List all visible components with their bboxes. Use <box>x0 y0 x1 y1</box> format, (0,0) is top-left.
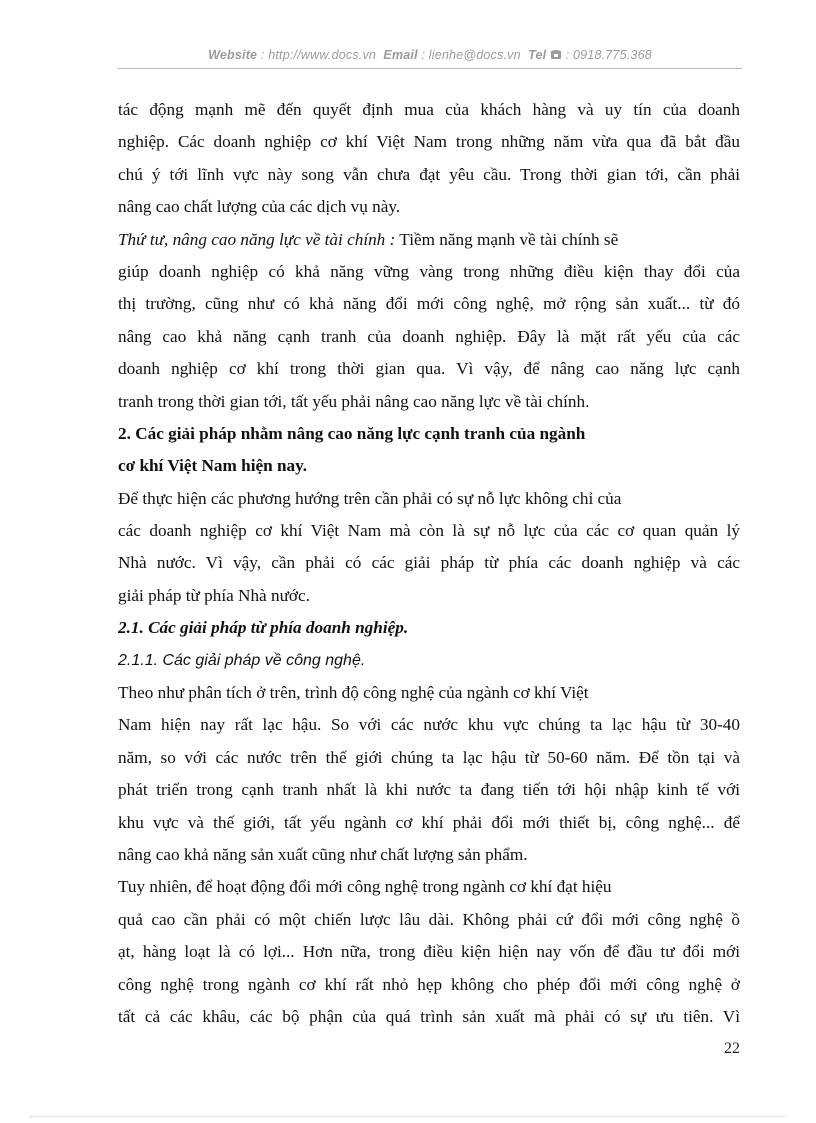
paragraph-line: Để thực hiện các phương hướng trên cần phải có sự nỗ lực không chỉ của <box>118 488 622 508</box>
tel-value: : 0918.775.368 <box>561 48 652 62</box>
paragraph-line: Theo như phân tích ở trên, trình độ công nghệ của ngành cơ khí Việt <box>118 683 589 703</box>
paragraph-line: giúp doanh nghiệp có khả năng vững vàng trong những điều kiện thay đổi của <box>118 261 740 281</box>
paragraph-line: nâng cao khả năng cạnh tranh của doanh nghiệp. Đây là mặt rất yếu của các <box>118 326 740 346</box>
paragraph-line: quả cao cần phải có một chiến lược lâu dài. Không phải cứ đổi mới công nghệ ồ <box>118 909 740 929</box>
paragraph-line: tranh trong thời gian tới, tất yếu phải nâng cao năng lực về tài chính. <box>118 391 590 411</box>
paragraph-line: Nhà nước. Vì vậy, cần phải có các giải pháp từ phía các doanh nghiệp và các <box>118 553 740 573</box>
paragraph-line: nâng cao khả năng sản xuất cũng như chất lượng sản phẩm. <box>118 844 528 864</box>
phone-icon <box>550 49 562 63</box>
page-number: 22 <box>724 1040 740 1057</box>
website-label: Website <box>208 48 258 62</box>
paragraph-line: nghiệp. Các doanh nghiệp cơ khí Việt Nam trong những năm vừa qua đã bắt đầu <box>118 132 740 152</box>
paragraph-line: tác động mạnh mẽ đến quyết định mua của khách hàng và uy tín của doanh <box>118 100 740 119</box>
paragraph-line: chú ý tới lĩnh vực này song vẫn chưa đạt yêu cầu. Trong thời gian tới, cần phải <box>118 164 740 184</box>
paragraph-line: Tuy nhiên, để hoạt động đổi mới công nghệ trong ngành cơ khí đạt hiệu <box>118 877 612 897</box>
paragraph-line: năm, so với các nước trên thế giới chúng ta lạc hậu từ 50-60 năm. Để tồn tại và <box>118 747 740 767</box>
paragraph-line: Nam hiện nay rất lạc hậu. So với các nước khu vực chúng ta lạc hậu từ 30-40 <box>118 715 740 735</box>
subsection-heading: 2.1. Các giải pháp từ phía doanh nghiệp. <box>118 618 409 638</box>
header-divider <box>118 68 742 69</box>
paragraph-line: ạt, hàng loạt là có lợi... Hơn nữa, trong điều kiện hiện nay vốn để đầu tư đổi mới <box>118 942 740 962</box>
section-heading: cơ khí Việt Nam hiện nay. <box>118 456 308 476</box>
section-lead-italic: Thứ tư, nâng cao năng lực về tài chính : <box>118 229 396 249</box>
document-body <box>118 94 740 1033</box>
paragraph-line: khu vực và thế giới, tất yếu ngành cơ khí phải đổi mới thiết bị, công nghệ... để <box>118 812 740 832</box>
paragraph-line: doanh nghiệp cơ khí trong thời gian qua. Vì vậy, để nâng cao năng lực cạnh <box>118 359 740 379</box>
paragraph-line: các doanh nghiệp cơ khí Việt Nam mà còn là sự nỗ lực của các cơ quan quản lý <box>118 521 740 541</box>
email-label: Email <box>383 48 418 62</box>
email-value: : lienhe@docs.vn <box>417 48 521 62</box>
subsubsection-heading: 2.1.1. Các giải pháp về công nghệ. <box>118 651 366 669</box>
paragraph-line: tất cả các khâu, các bộ phận của quá trình sản xuất mà phải có sự ưu tiên. Vì <box>118 1006 740 1026</box>
lead-line-rest: Tiềm năng mạnh về tài chính sẽ <box>395 229 619 249</box>
paragraph-line: phát triển trong cạnh tranh nhất là khi nước ta đang tiến tới hội nhập kinh tế với <box>118 780 740 800</box>
section-heading: 2. Các giải pháp nhằm nâng cao năng lực cạnh tranh của ngành <box>118 423 586 443</box>
paragraph-line: nâng cao chất lượng của các dịch vụ này. <box>118 197 401 217</box>
website-value: : http://www.docs.vn <box>257 48 377 62</box>
paragraph-line: giải pháp từ phía Nhà nước. <box>118 585 310 605</box>
tel-label: Tel <box>528 48 547 62</box>
paragraph-line: thị trường, cũng như có khả năng đổi mới công nghệ, mở rộng sản xuất... từ đó <box>118 294 740 314</box>
paragraph-lead-line <box>118 224 740 256</box>
footer-divider <box>30 1116 786 1117</box>
paragraph-line: công nghệ trong ngành cơ khí rất nhỏ hẹp không cho phép đổi mới công nghệ ở <box>118 974 740 994</box>
page-header <box>118 48 742 63</box>
